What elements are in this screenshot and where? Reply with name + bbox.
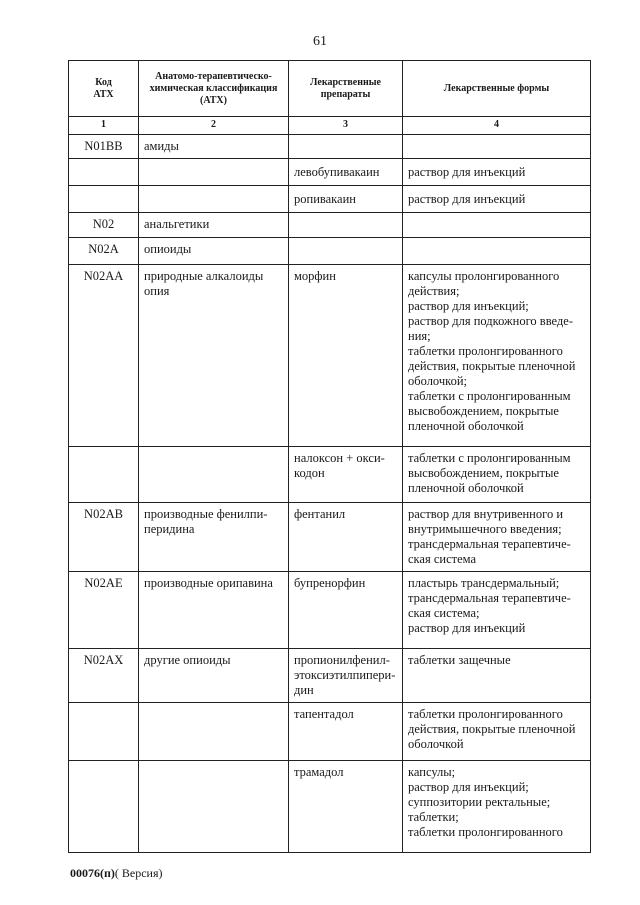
table-header-row [69,61,591,117]
atc-class: природные алкалоиды опия [139,265,289,447]
atc-class [139,186,289,213]
table-row [69,761,591,853]
column-number: 4 [403,117,591,135]
atc-code [69,186,139,213]
table-row [69,213,591,238]
table-row [69,572,591,649]
dosage-form [403,213,591,238]
dosage-form: раствор для инъекций [403,159,591,186]
drug-name: морфин [289,265,403,447]
column-number: 2 [139,117,289,135]
drug-name [289,238,403,265]
drug-name: тапентадол [289,703,403,761]
atc-code [69,159,139,186]
dosage-form: таблетки с пролонгированным высвобождением, покрытые пленочной оболочкой [403,447,591,503]
dosage-form: капсулы пролонгированного действия; раствор для инъекций; раствор для подкожного введе- ния; таблетки пролонгированного действия, покрытые пленочной оболочкой; таблетки с пролонгированным высвобождением, покрытые пленочной оболочкой [403,265,591,447]
atc-class: другие опиоиды [139,649,289,703]
atc-code: N02AB [69,503,139,572]
drug-name: пропионилфенил- этоксиэтилпипери- дин [289,649,403,703]
atc-class: производные фенилпи- перидина [139,503,289,572]
atc-class: амиды [139,135,289,159]
table-row [69,238,591,265]
header-classification: Анатомо-терапевтическо- химическая классификация (АТХ) [139,61,289,117]
table-row [69,649,591,703]
table-row [69,703,591,761]
atc-table [68,60,591,853]
dosage-form: таблетки защечные [403,649,591,703]
header-drugs: Лекарственные препараты [289,61,403,117]
atc-code: N02A [69,238,139,265]
document-footer [70,866,163,881]
document-version: ( Версия) [114,866,163,880]
dosage-form: раствор для внутривенного и внутримышечного введения; трансдермальная терапевтиче- ская система [403,503,591,572]
atc-class: опиоиды [139,238,289,265]
column-number-row [69,117,591,135]
atc-class [139,159,289,186]
drug-name: налоксон + окси- кодон [289,447,403,503]
drug-name [289,213,403,238]
drug-name: ропивакаин [289,186,403,213]
atc-code: N02AA [69,265,139,447]
table-row [69,135,591,159]
header-code: Код АТХ [69,61,139,117]
atc-code: N01BB [69,135,139,159]
header-forms: Лекарственные формы [403,61,591,117]
dosage-form: таблетки пролонгированного действия, покрытые пленочной оболочкой [403,703,591,761]
atc-class [139,761,289,853]
dosage-form: раствор для инъекций [403,186,591,213]
table-row [69,503,591,572]
dosage-form: капсулы; раствор для инъекций; суппозитории ректальные; таблетки; таблетки пролонгированного [403,761,591,853]
table-row [69,186,591,213]
atc-class [139,703,289,761]
dosage-form [403,238,591,265]
document-id: 00076(п) [70,866,115,880]
drug-name: левобупивакаин [289,159,403,186]
atc-class: производные орипавина [139,572,289,649]
dosage-form [403,135,591,159]
atc-code [69,761,139,853]
table-row [69,159,591,186]
drug-name: трамадол [289,761,403,853]
atc-code [69,703,139,761]
atc-class: анальгетики [139,213,289,238]
drug-name [289,135,403,159]
drug-name: бупренорфин [289,572,403,649]
atc-class [139,447,289,503]
table-row [69,265,591,447]
table-row [69,447,591,503]
atc-code [69,447,139,503]
atc-code: N02AE [69,572,139,649]
drug-name: фентанил [289,503,403,572]
column-number: 3 [289,117,403,135]
page-number: 61 [313,34,327,49]
column-number: 1 [69,117,139,135]
atc-code: N02 [69,213,139,238]
atc-code: N02AX [69,649,139,703]
dosage-form: пластырь трансдермальный; трансдермальная терапевтиче- ская система; раствор для инъекций [403,572,591,649]
